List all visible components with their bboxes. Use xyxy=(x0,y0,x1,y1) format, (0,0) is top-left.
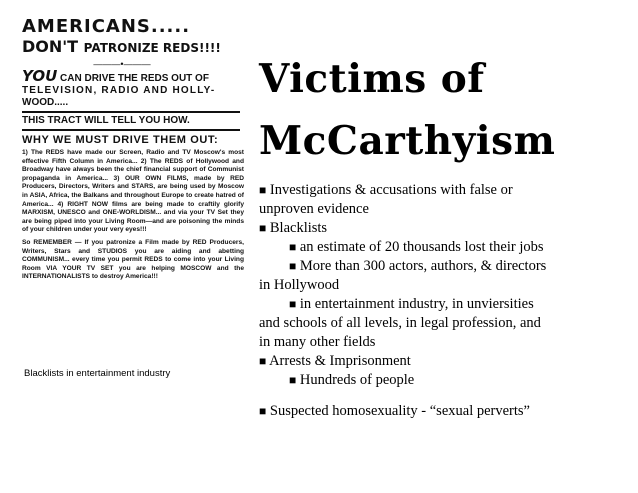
bullet-square-icon: ■ xyxy=(259,354,267,368)
sub-bullet-item: ■ More than 300 actors, authors, & directors xyxy=(289,258,547,274)
bullet-item-continuation: and schools of all levels, in legal profession, and xyxy=(259,315,541,331)
sub-bullet-item: ■ an estimate of 20 thousands lost their jobs xyxy=(289,239,544,255)
flyer-body-1: 1) The REDS have made our Screen, Radio and TV Moscow's most effective Fifth Column in America... 2) The REDS of Hollywood and Broadway have always been the chief financial support of Communist propaganda in America... 3) OUR OWN FILMS, made by RED Producers, Directors, Writers and STARS, are being used by Moscow in ASIA, Africa, the Balkans and throughout Europe to create hatred of America... 4) RIGHT NOW films are being made to craftily glorify MARXISM, UNESCO and ONE-WORLDISM... and via your TV Set they are being piped into your Living Room—and are poisoning the minds of your children under your very eyes!!! xyxy=(22,149,244,234)
sub-bullet-item: ■ Hundreds of people xyxy=(289,372,415,388)
bullet-item-continuation: in many other fields xyxy=(259,334,376,350)
bullet-square-icon: ■ xyxy=(289,259,297,273)
flyer-line-4: TELEVISION, RADIO AND HOLLY- xyxy=(22,85,216,96)
image-caption: Blacklists in entertainment industry xyxy=(24,368,171,379)
flyer-line-3a: YOU xyxy=(22,67,58,85)
flyer-line-5: WOOD..... xyxy=(22,97,69,108)
bullet-square-icon: ■ xyxy=(259,183,267,197)
bullet-item: ■ Blacklists xyxy=(259,220,328,236)
flyer-line-6: THIS TRACT WILL TELL YOU HOW. xyxy=(22,115,190,126)
bullet-item-continuation: in Hollywood xyxy=(259,277,340,293)
flyer-line-7: WHY WE MUST DRIVE THEM OUT: xyxy=(22,134,219,146)
sub-bullet-item: ■ in entertainment industry, in unviersities xyxy=(289,296,534,312)
slide-title-line-1: Victims of xyxy=(259,56,485,102)
bullet-square-icon: ■ xyxy=(259,404,267,418)
flyer-headline-1: AMERICANS..... xyxy=(22,16,191,37)
flyer-image xyxy=(22,16,244,378)
slide-title xyxy=(259,48,629,172)
bullet-item: ■ Suspected homosexuality - “sexual perverts” xyxy=(259,403,530,419)
flyer-headline-2 xyxy=(22,37,244,58)
bullet-item: ■ Arrests & Imprisonment xyxy=(259,353,411,369)
flyer-ornament: ———•——— xyxy=(93,59,151,69)
slide-title-line-2: McCarthyism xyxy=(259,118,556,164)
flyer-headline-2a: DON'T xyxy=(22,37,79,56)
flyer-rule xyxy=(22,129,240,131)
flyer-rule xyxy=(22,111,240,113)
bullet-list xyxy=(259,181,629,421)
flyer-line-3b: CAN DRIVE THE REDS OUT OF xyxy=(60,73,209,84)
bullet-square-icon: ■ xyxy=(259,221,267,235)
flyer-headline-2b: PATRONIZE REDS!!!! xyxy=(83,41,221,55)
bullet-item-continuation: unproven evidence xyxy=(259,201,369,217)
bullet-square-icon: ■ xyxy=(289,297,297,311)
flyer-body-2: So REMEMBER — If you patronize a Film made by RED Producers, Writers, Stars and STUDIOS you are aiding and abetting COMMUNISM... every time you permit REDS to come into your Living Room VIA YOUR TV SET you are helping MOSCOW and the INTERNATIONALISTS to destroy America!!! xyxy=(22,238,244,281)
bullet-item: ■ Investigations & accusations with false or xyxy=(259,182,513,198)
bullet-square-icon: ■ xyxy=(289,373,297,387)
flyer-line-3 xyxy=(22,67,244,85)
bullet-square-icon: ■ xyxy=(289,240,297,254)
